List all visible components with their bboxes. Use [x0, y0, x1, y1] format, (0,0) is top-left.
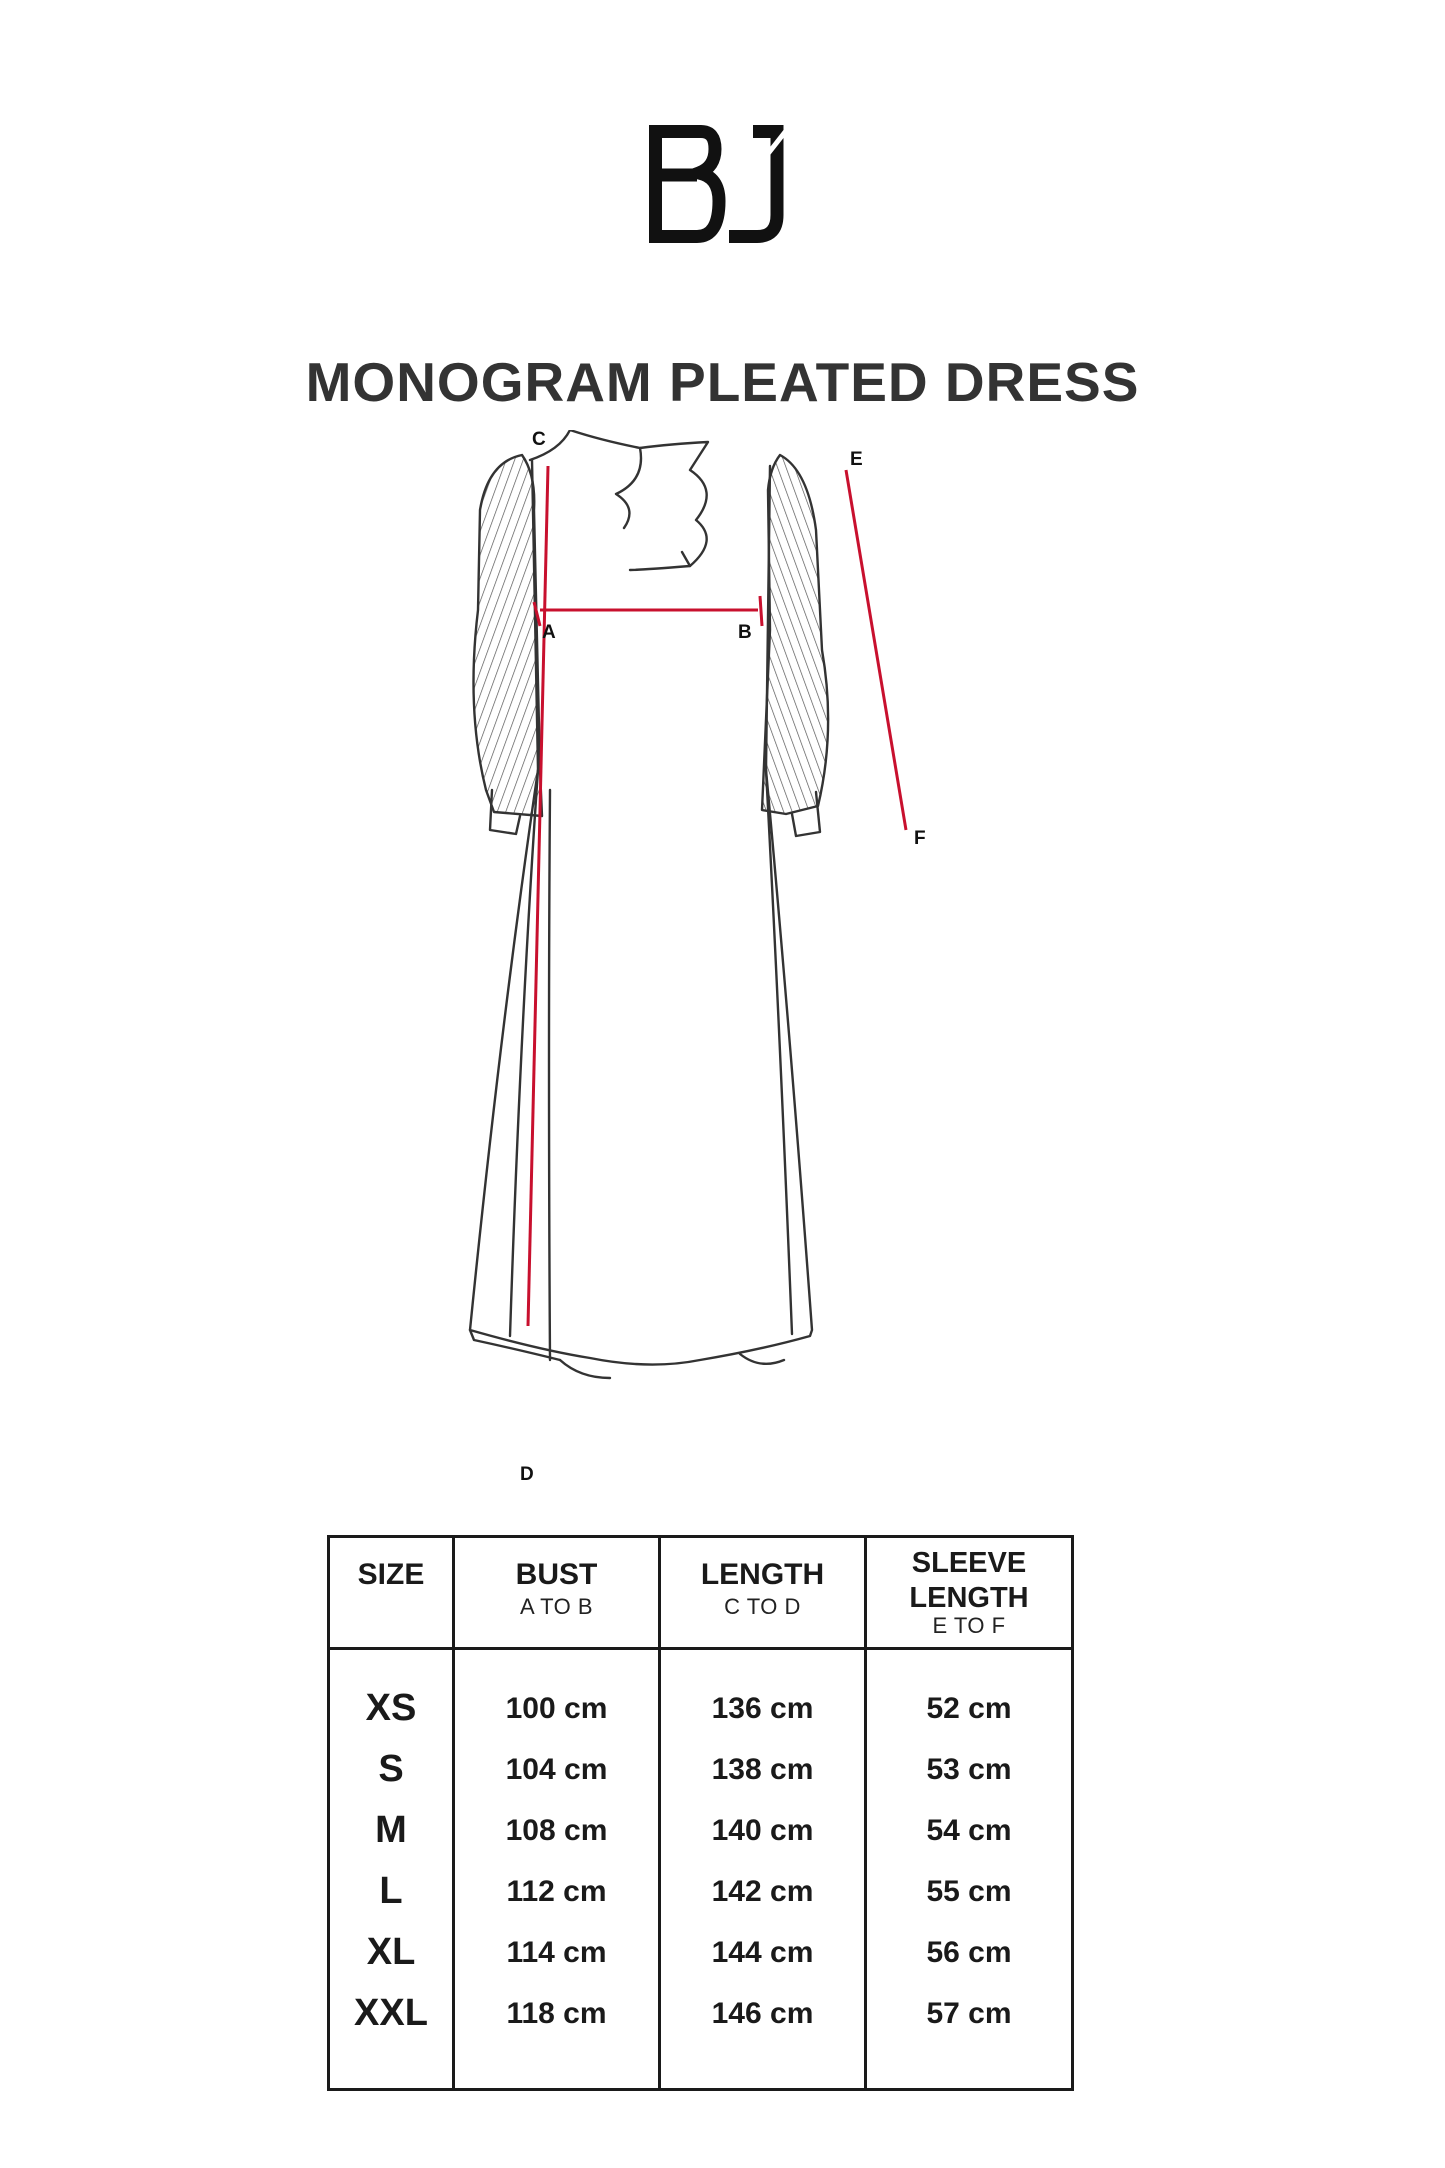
- cell-size: XL: [366, 1931, 416, 1973]
- label-c: C: [532, 430, 546, 450]
- header-bust-sub: A TO B: [519, 1594, 594, 1619]
- header-sleeve-length: [866, 1537, 1073, 1649]
- cell-size: XS: [365, 1687, 417, 1729]
- header-sleeve-title-line2: LENGTH: [909, 1582, 1029, 1614]
- cell-sleeve: 57 cm: [866, 1983, 1073, 2090]
- cell-bust: 100 cm: [454, 1649, 660, 1740]
- cell-length: 140 cm: [660, 1800, 866, 1861]
- cell-sleeve: 54 cm: [866, 1800, 1073, 1861]
- cell-length: 138 cm: [660, 1739, 866, 1800]
- dress-outline: [470, 430, 828, 1378]
- table-header-row: [329, 1537, 1073, 1649]
- cell-bust: 104 cm: [454, 1739, 660, 1800]
- header-bust-title: BUST: [515, 1558, 598, 1591]
- cell-bust: 112 cm: [454, 1861, 660, 1922]
- neck-ruffle: [530, 430, 708, 566]
- table-row: [329, 1800, 1073, 1861]
- page-title: MONOGRAM PLEATED DRESS: [305, 351, 1140, 413]
- label-e: E: [850, 449, 863, 470]
- table-row: [329, 1922, 1073, 1983]
- cell-length: 142 cm: [660, 1861, 866, 1922]
- header-bust: [454, 1537, 660, 1649]
- cell-length: 146 cm: [660, 1983, 866, 2090]
- table-row: [329, 1861, 1073, 1922]
- label-d: D: [520, 1464, 534, 1485]
- label-f: F: [914, 828, 926, 849]
- cell-bust: 118 cm: [454, 1983, 660, 2090]
- label-b: B: [738, 622, 752, 643]
- cell-bust: 114 cm: [454, 1922, 660, 1983]
- cell-size: S: [378, 1748, 404, 1790]
- label-a: A: [542, 622, 556, 643]
- right-sleeve: [762, 455, 828, 814]
- header-sleeve-title-line1: SLEEVE: [911, 1547, 1027, 1579]
- header-length-sub: C TO D: [724, 1594, 801, 1619]
- dress-measurement-diagram: [440, 430, 960, 1510]
- cell-sleeve: 52 cm: [866, 1649, 1073, 1740]
- cell-size: M: [375, 1809, 407, 1851]
- sleeve-line: [846, 470, 906, 830]
- header-size: [329, 1537, 454, 1649]
- brand-logo: [649, 125, 793, 243]
- cell-length: 136 cm: [660, 1649, 866, 1740]
- size-chart-table: [327, 1535, 1074, 2091]
- cell-length: 144 cm: [660, 1922, 866, 1983]
- table-row: [329, 1983, 1073, 2090]
- left-sleeve: [474, 455, 543, 816]
- header-length-title: LENGTH: [700, 1558, 825, 1591]
- cell-sleeve: 55 cm: [866, 1861, 1073, 1922]
- cell-sleeve: 56 cm: [866, 1922, 1073, 1983]
- cell-size: XXL: [354, 1992, 428, 2034]
- cell-bust: 108 cm: [454, 1800, 660, 1861]
- table-row: [329, 1739, 1073, 1800]
- header-sleeve-sub: E TO F: [932, 1613, 1006, 1638]
- header-size-title: SIZE: [357, 1558, 425, 1591]
- table-row: [329, 1649, 1073, 1740]
- cell-size: L: [379, 1870, 403, 1912]
- header-length: [660, 1537, 866, 1649]
- cell-sleeve: 53 cm: [866, 1739, 1073, 1800]
